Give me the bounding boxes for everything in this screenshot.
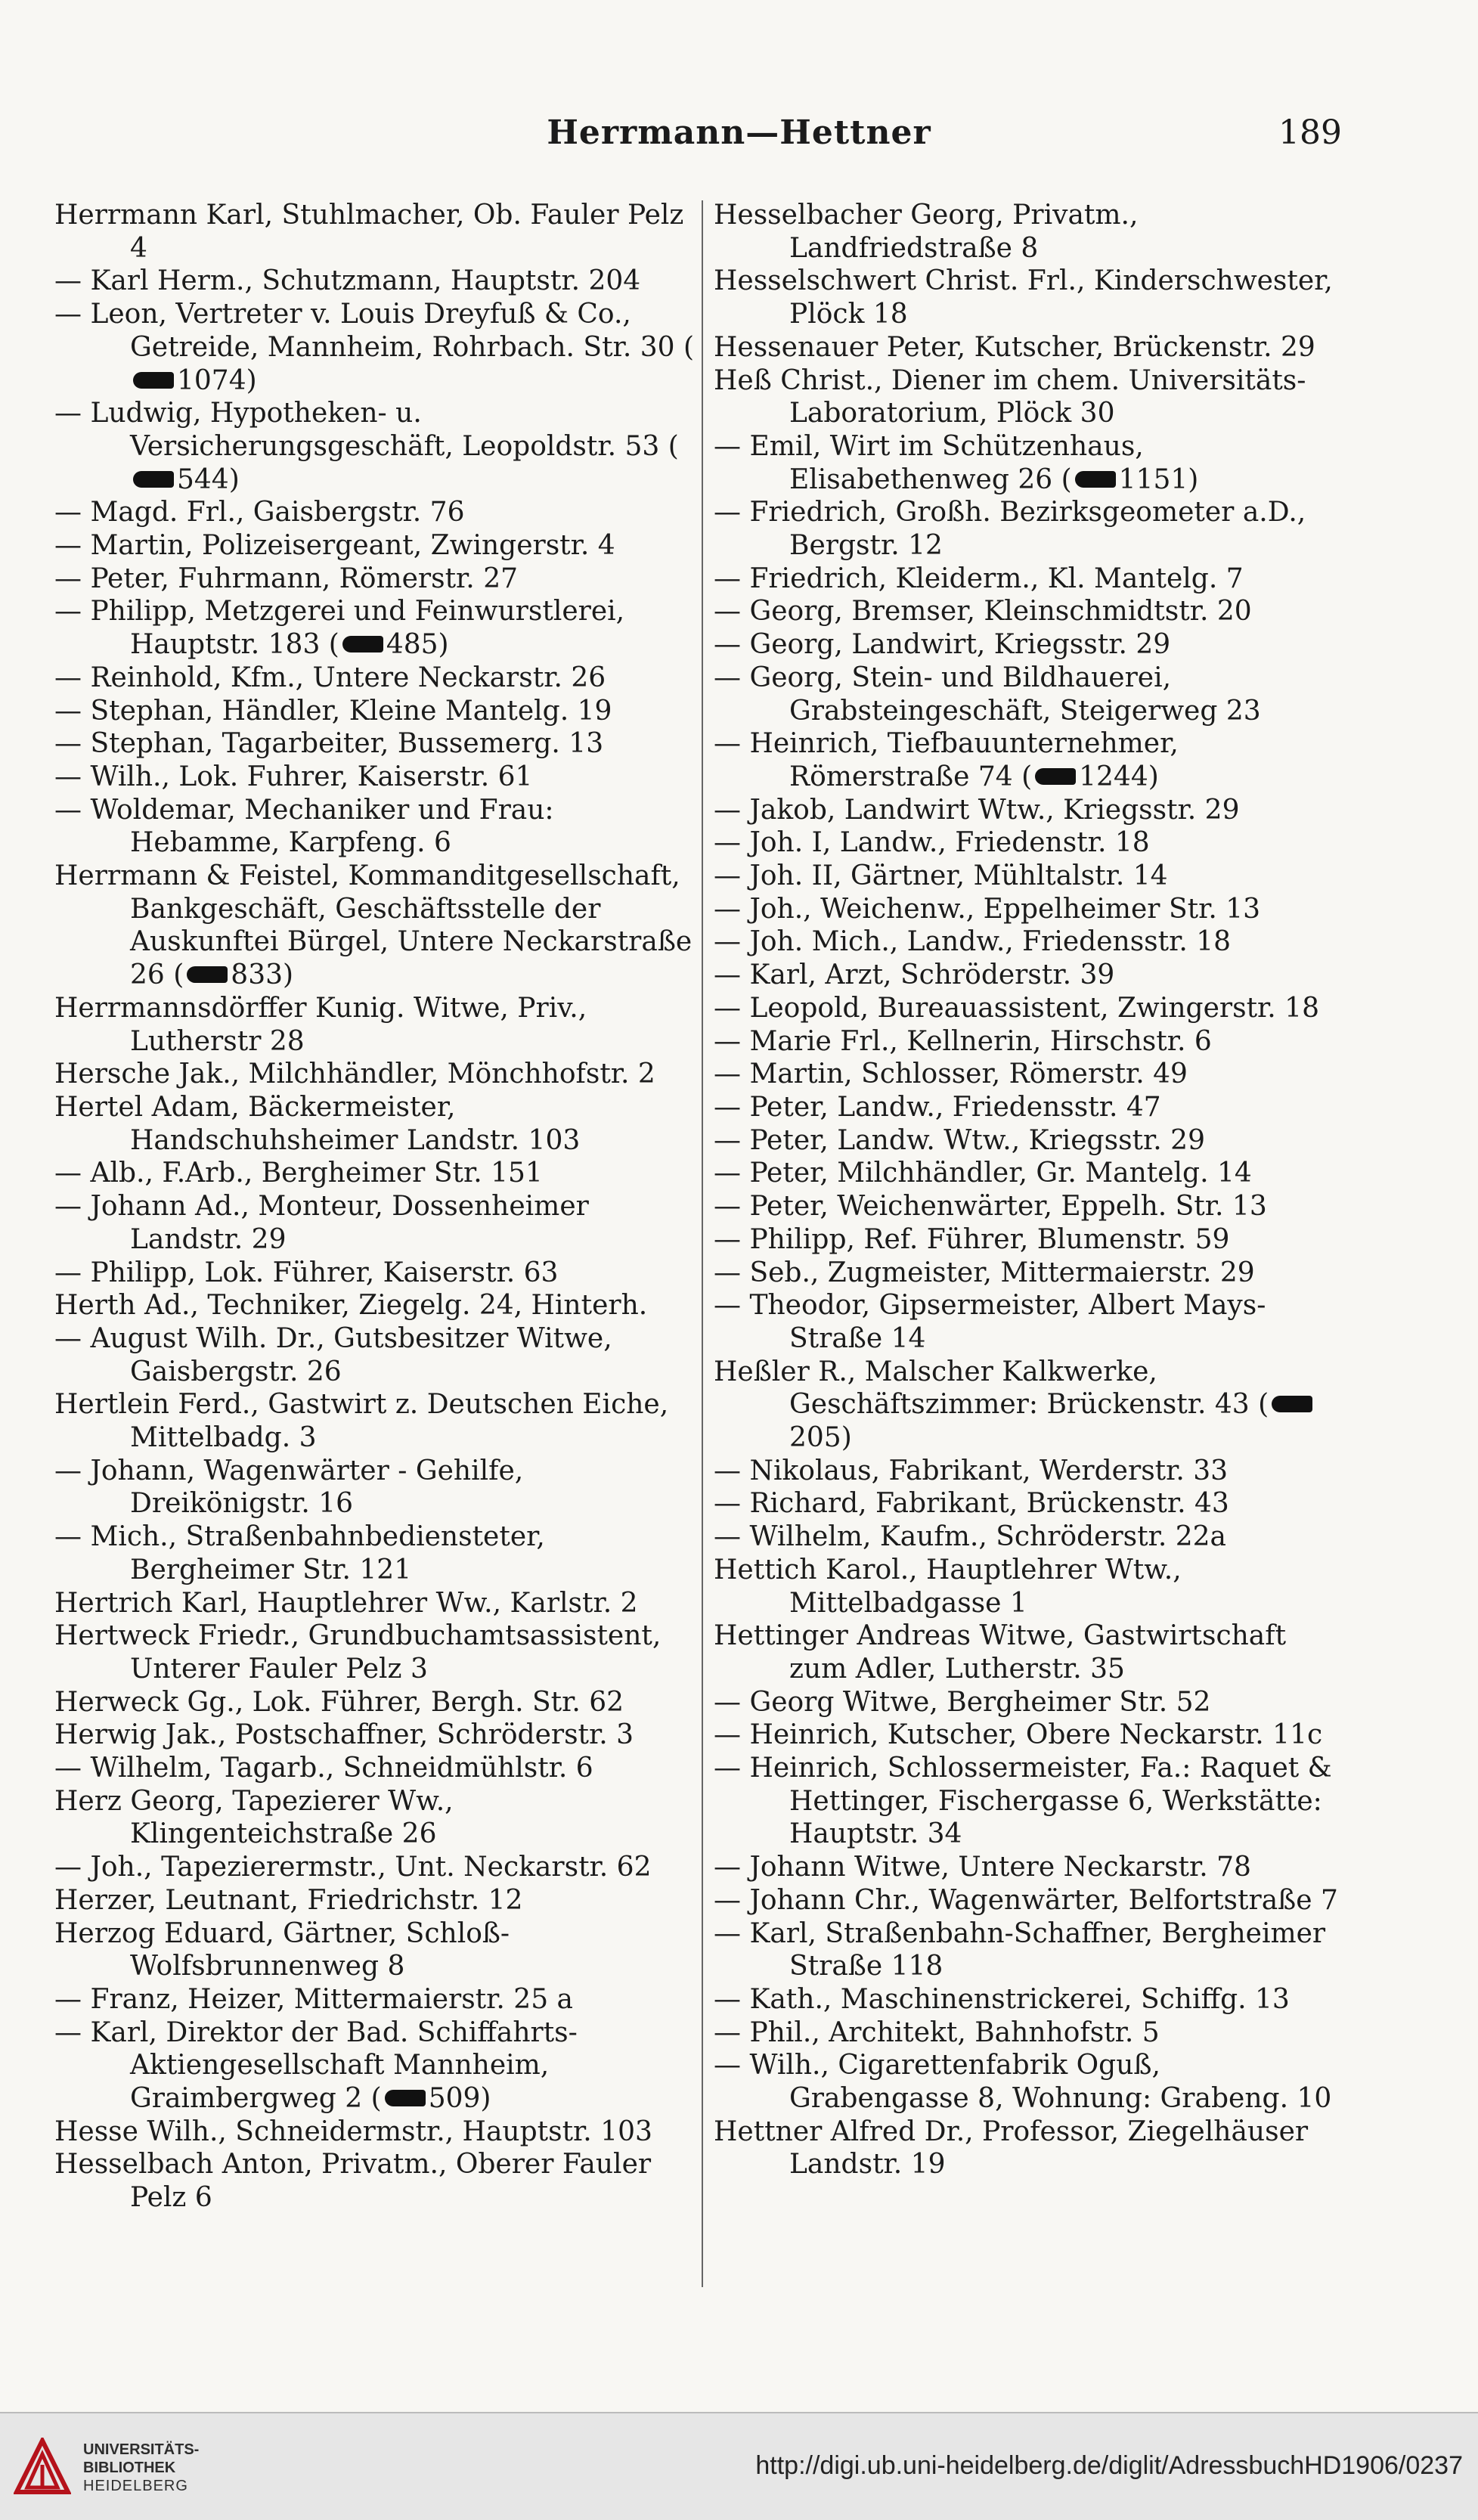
directory-entry xyxy=(714,199,1349,265)
directory-entry xyxy=(54,1917,705,1983)
directory-entry xyxy=(54,1752,705,1785)
entry-text: — Joh. I, Landw., Friedenstr. 18 xyxy=(714,827,1150,859)
entry-text: — Richard, Fabrikant, Brückenstr. 43 xyxy=(714,1488,1229,1520)
entry-text: — Georg, Stein- und Bildhauerei, Grabsteingeschäft, Steigerweg 23 xyxy=(714,662,1261,727)
directory-entry xyxy=(714,1257,1349,1290)
entry-text: — Karl, Arzt, Schröderstr. 39 xyxy=(714,959,1115,991)
entry-text: — Wilh., Cigarettenfabrik Oguß, Grabengasse 8, Wohnung: Grabeng. 10 xyxy=(714,2050,1332,2115)
entry-text: Hertrich Karl, Hauptlehrer Ww., Karlstr. 2 xyxy=(54,1587,638,1619)
source-url[interactable]: http://digi.ub.uni-heidelberg.de/diglit/AdressbuchHD1906/0237 xyxy=(755,2451,1463,2480)
entry-text: — Johann, Wagenwärter - Gehilfe, Dreikönigstr. 16 xyxy=(54,1455,524,1520)
directory-entry xyxy=(54,1719,705,1752)
entry-text: — Marie Frl., Kellnerin, Hirschstr. 6 xyxy=(714,1025,1212,1057)
telephone-number: 205) xyxy=(789,1422,852,1454)
directory-entry xyxy=(714,496,1349,562)
entry-text: Hettner Alfred Dr., Professor, Ziegelhäuser Landstr. 19 xyxy=(714,2115,1309,2181)
entry-text: — Joh., Tapezierermstr., Unt. Neckarstr. 62 xyxy=(54,1852,652,1883)
directory-entry xyxy=(714,1124,1349,1158)
directory-entry xyxy=(714,1487,1349,1520)
directory-entry xyxy=(714,1025,1349,1059)
entry-text: — August Wilh. Dr., Gutsbesitzer Witwe, Gaisbergstr. 26 xyxy=(54,1322,612,1387)
telephone-number: 544) xyxy=(177,463,240,495)
directory-entry xyxy=(54,2148,705,2214)
entry-text: — Georg, Landwirt, Kriegsstr. 29 xyxy=(714,629,1171,661)
directory-entry xyxy=(54,727,705,761)
entry-text: — Joh. II, Gärtner, Mühltalstr. 14 xyxy=(714,860,1168,892)
directory-entry xyxy=(714,563,1349,596)
telephone-icon xyxy=(1075,471,1116,488)
directory-entry xyxy=(714,959,1349,992)
entry-text: — Leon, Vertreter v. Louis Dreyfuß & Co., Getreide, Mannheim, Rohrbach. Str. 30 ( xyxy=(54,299,694,363)
telephone-icon xyxy=(1035,768,1076,785)
directory-entry xyxy=(54,794,705,860)
directory-entry xyxy=(714,1752,1349,1851)
entry-text: Hessenauer Peter, Kutscher, Brückenstr. 29 xyxy=(714,331,1315,363)
directory-entry xyxy=(714,331,1349,364)
entry-text: — Karl, Direktor der Bad. Schiffahrts-Aktiengesellschaft Mannheim, Graimbergweg 2 ( xyxy=(54,2016,578,2115)
page-number: 189 xyxy=(1278,113,1342,152)
directory-entry xyxy=(54,1620,705,1685)
directory-entry xyxy=(54,1785,705,1851)
entry-text: — Seb., Zugmeister, Mittermaierstr. 29 xyxy=(714,1257,1255,1288)
directory-entry xyxy=(714,628,1349,662)
entry-text: Herrmannsdörffer Kunig. Witwe, Priv., Lutherstr 28 xyxy=(54,992,587,1057)
entry-text: — Franz, Heizer, Mittermaierstr. 25 a xyxy=(54,1983,574,2015)
entry-text: Herzer, Leutnant, Friedrichstr. 12 xyxy=(54,1884,523,1916)
directory-entry xyxy=(54,1058,705,1091)
directory-entry xyxy=(714,2016,1349,2050)
entry-text: — Friedrich, Kleiderm., Kl. Mantelg. 7 xyxy=(714,563,1244,594)
entry-text: — Joh. Mich., Landw., Friedensstr. 18 xyxy=(714,926,1232,958)
entry-text: — Peter, Landw., Friedensstr. 47 xyxy=(714,1091,1161,1123)
directory-entry xyxy=(54,199,705,265)
entry-text: Heßler R., Malscher Kalkwerke, Geschäftszimmer: Brückenstr. 43 ( xyxy=(714,1356,1269,1421)
directory-entry xyxy=(54,397,705,496)
entry-text: Hesselschwert Christ. Frl., Kinderschwester, Plöck 18 xyxy=(714,265,1333,330)
library-line-1: UNIVERSITÄTS- xyxy=(83,2441,200,2458)
entry-text: — Leopold, Bureauassistent, Zwingerstr. 18 xyxy=(714,992,1319,1024)
entry-text: — Philipp, Lok. Führer, Kaiserstr. 63 xyxy=(54,1257,559,1288)
entry-text: Hettinger Andreas Witwe, Gastwirtschaft zum Adler, Lutherstr. 35 xyxy=(714,1620,1287,1685)
directory-entry xyxy=(714,1190,1349,1223)
directory-entry xyxy=(54,529,705,563)
directory-entry xyxy=(54,595,705,661)
running-title: Herrmann—Hettner xyxy=(547,113,931,152)
entry-text: — Karl Herm., Schutzmann, Hauptstr. 204 xyxy=(54,265,641,297)
telephone-number: 1151) xyxy=(1118,463,1199,495)
footer-bar xyxy=(0,2412,1478,2520)
entry-text: — Jakob, Landwirt Wtw., Kriegsstr. 29 xyxy=(714,794,1240,826)
directory-entry xyxy=(714,1520,1349,1554)
entry-text: — Peter, Landw. Wtw., Kriegsstr. 29 xyxy=(714,1124,1205,1156)
directory-entry xyxy=(714,992,1349,1025)
entry-text: — Philipp, Ref. Führer, Blumenstr. 59 xyxy=(714,1223,1230,1255)
library-name xyxy=(83,2441,199,2495)
directory-entry xyxy=(714,1356,1349,1455)
directory-entry xyxy=(714,727,1349,793)
entry-text: — Stephan, Tagarbeiter, Bussemerg. 13 xyxy=(54,728,604,760)
directory-entry xyxy=(54,1257,705,1290)
left-column xyxy=(54,199,705,2215)
directory-entry xyxy=(54,1157,705,1190)
directory-entry xyxy=(54,1587,705,1620)
entry-text: Hesselbacher Georg, Privatm., Landfriedstraße 8 xyxy=(714,200,1139,264)
right-column xyxy=(714,199,1349,2181)
directory-entry xyxy=(54,761,705,794)
directory-entry xyxy=(54,1455,705,1520)
directory-entry xyxy=(714,364,1349,430)
directory-entry xyxy=(714,265,1349,330)
entry-text: — Ludwig, Hypotheken- u. Versicherungsgeschäft, Leopoldstr. 53 ( xyxy=(54,398,679,462)
entry-text: — Nikolaus, Fabrikant, Werderstr. 33 xyxy=(714,1455,1229,1486)
entry-text: — Mich., Straßenbahnbediensteter, Bergheimer Str. 121 xyxy=(54,1521,545,1585)
library-line-2: BIBLIOTHEK xyxy=(83,2460,176,2476)
entry-text: Herth Ad., Techniker, Ziegelg. 24, Hinterh. xyxy=(54,1290,648,1322)
entry-text: — Karl, Straßenbahn-Schaffner, Bergheimer Straße 118 xyxy=(714,1917,1326,1982)
directory-entry xyxy=(714,1455,1349,1488)
entry-text: — Johann Witwe, Untere Neckarstr. 78 xyxy=(714,1852,1251,1883)
entry-text: — Peter, Weichenwärter, Eppelh. Str. 13 xyxy=(714,1191,1267,1223)
entry-text: — Wilhelm, Tagarb., Schneidmühlstr. 6 xyxy=(54,1753,593,1784)
directory-entry xyxy=(54,1686,705,1719)
entry-text: — Theodor, Gipsermeister, Albert Mays-Straße 14 xyxy=(714,1290,1266,1354)
entry-text: — Wilh., Lok. Fuhrer, Kaiserstr. 61 xyxy=(54,761,533,792)
entry-text: — Johann Ad., Monteur, Dossenheimer Landstr. 29 xyxy=(54,1191,589,1255)
directory-entry xyxy=(714,1554,1349,1620)
directory-entry xyxy=(714,1223,1349,1257)
entry-text: — Wilhelm, Kaufm., Schröderstr. 22a xyxy=(714,1521,1227,1553)
entry-text: Hesse Wilh., Schneidermstr., Hauptstr. 103 xyxy=(54,2115,652,2147)
directory-entry xyxy=(714,1058,1349,1091)
directory-entry xyxy=(714,1917,1349,1983)
library-line-3: HEIDELBERG xyxy=(83,2478,188,2494)
directory-entry xyxy=(714,1884,1349,1917)
telephone-number: 1244) xyxy=(1079,761,1159,792)
telephone-number: 833) xyxy=(231,959,294,991)
telephone-icon xyxy=(187,966,228,983)
directory-entry xyxy=(714,662,1349,727)
directory-entry xyxy=(714,1851,1349,1884)
entry-text: — Martin, Polizeisergeant, Zwingerstr. 4 xyxy=(54,530,615,562)
directory-entry xyxy=(54,1190,705,1256)
telephone-icon xyxy=(342,636,383,652)
directory-entry xyxy=(714,1157,1349,1190)
directory-entry xyxy=(54,1388,705,1454)
entry-text: Herwig Jak., Postschaffner, Schröderstr. 3 xyxy=(54,1719,634,1751)
directory-entry xyxy=(714,1289,1349,1355)
entry-text: — Phil., Architekt, Bahnhofstr. 5 xyxy=(714,2016,1160,2048)
column-divider xyxy=(702,200,703,2287)
telephone-icon xyxy=(133,372,174,389)
entry-text: — Heinrich, Kutscher, Obere Neckarstr. 11c xyxy=(714,1719,1323,1751)
entry-text: — Peter, Fuhrmann, Römerstr. 27 xyxy=(54,563,519,594)
directory-entry xyxy=(714,794,1349,827)
directory-entry xyxy=(54,1983,705,2016)
entry-text: — Woldemar, Mechaniker und Frau: Hebamme, Karpfeng. 6 xyxy=(54,794,554,859)
directory-entry xyxy=(54,2016,705,2115)
directory-entry xyxy=(714,2049,1349,2115)
directory-entry xyxy=(54,2115,705,2149)
entry-text: — Alb., F.Arb., Bergheimer Str. 151 xyxy=(54,1158,543,1189)
directory-entry xyxy=(54,496,705,529)
entry-text: Herzog Eduard, Gärtner, Schloß-Wolfsbrunnenweg 8 xyxy=(54,1917,510,1982)
entry-text: — Heinrich, Tiefbauunternehmer, Römerstraße 74 ( xyxy=(714,728,1179,792)
telephone-icon xyxy=(385,2090,426,2106)
directory-entry xyxy=(54,563,705,596)
directory-entry xyxy=(714,1983,1349,2016)
directory-entry xyxy=(714,1686,1349,1719)
entry-text: Hertlein Ferd., Gastwirt z. Deutschen Eiche, Mittelbadg. 3 xyxy=(54,1389,669,1454)
entry-text: Herrmann Karl, Stuhlmacher, Ob. Fauler Pelz 4 xyxy=(54,200,684,264)
entry-text: Herweck Gg., Lok. Führer, Bergh. Str. 62 xyxy=(54,1686,624,1718)
directory-entry xyxy=(54,1322,705,1388)
directory-entry xyxy=(714,860,1349,893)
directory-entry xyxy=(714,925,1349,959)
telephone-number: 485) xyxy=(386,629,449,661)
directory-entry xyxy=(54,1520,705,1586)
directory-entry xyxy=(714,893,1349,926)
entry-text: — Magd. Frl., Gaisbergstr. 76 xyxy=(54,497,465,528)
entry-text: — Martin, Schlosser, Römerstr. 49 xyxy=(714,1059,1188,1090)
directory-entry xyxy=(54,695,705,728)
entry-text: — Johann Chr., Wagenwärter, Belfortstraße 7 xyxy=(714,1884,1338,1916)
directory-entry xyxy=(54,1289,705,1322)
entry-text: Hettich Karol., Hauptlehrer Wtw., Mittelbadgasse 1 xyxy=(714,1554,1182,1619)
entry-text: — Philipp, Metzgerei und Feinwurstlerei, Hauptstr. 183 ( xyxy=(54,596,625,661)
entry-text: — Reinhold, Kfm., Untere Neckarstr. 26 xyxy=(54,662,606,693)
entry-text: Herz Georg, Tapezierer Ww., Klingenteichstraße 26 xyxy=(54,1785,454,1850)
entry-text: — Kath., Maschinenstrickerei, Schiffg. 13 xyxy=(714,1983,1290,2015)
telephone-icon xyxy=(133,471,174,488)
entry-text: — Georg, Bremser, Kleinschmidtstr. 20 xyxy=(714,596,1252,628)
university-library-logo xyxy=(14,2438,71,2495)
entry-text: — Heinrich, Schlossermeister, Fa.: Raquet & Hettinger, Fischergasse 6, Werkstätte: Hauptstr. 34 xyxy=(714,1753,1332,1850)
entry-text: — Peter, Milchhändler, Gr. Mantelg. 14 xyxy=(714,1158,1252,1189)
directory-entry xyxy=(714,430,1349,496)
entry-text: Herrmann & Feistel, Kommanditgesellschaft, Bankgeschäft, Geschäftsstelle der Auskunftei Bürgel, Untere Neckarstraße 26 ( xyxy=(54,860,693,991)
directory-entry xyxy=(714,1620,1349,1685)
directory-entry xyxy=(714,1091,1349,1124)
directory-entry xyxy=(54,298,705,397)
entry-text: — Joh., Weichenw., Eppelheimer Str. 13 xyxy=(714,893,1261,925)
entry-text: Hesselbach Anton, Privatm., Oberer Fauler Pelz 6 xyxy=(54,2149,652,2214)
directory-entry xyxy=(54,860,705,992)
entry-text: — Friedrich, Großh. Bezirksgeometer a.D., Bergstr. 12 xyxy=(714,497,1306,562)
entry-text: Hertweck Friedr., Grundbuchamtsassistent, Unterer Fauler Pelz 3 xyxy=(54,1620,662,1685)
directory-entry xyxy=(54,1091,705,1157)
directory-entry xyxy=(714,1719,1349,1752)
entry-text: — Emil, Wirt im Schützenhaus, Elisabethenweg 26 ( xyxy=(714,430,1144,495)
entry-text: Hersche Jak., Milchhändler, Mönchhofstr. 2 xyxy=(54,1059,655,1090)
directory-entry xyxy=(714,595,1349,628)
directory-entry xyxy=(54,265,705,298)
entry-text: — Georg Witwe, Bergheimer Str. 52 xyxy=(714,1686,1211,1718)
entry-text: Hertel Adam, Bäckermeister, Handschuhsheimer Landstr. 103 xyxy=(54,1091,581,1156)
directory-entry xyxy=(54,1884,705,1917)
entry-text: Heß Christ., Diener im chem. Universitäts-Laboratorium, Plöck 30 xyxy=(714,364,1306,429)
directory-entry xyxy=(714,826,1349,860)
page-header xyxy=(0,113,1478,166)
telephone-number: 1074) xyxy=(177,364,257,396)
directory-entry xyxy=(54,1851,705,1884)
telephone-icon xyxy=(1272,1396,1312,1412)
telephone-number: 509) xyxy=(428,2083,491,2115)
entry-text: — Stephan, Händler, Kleine Mantelg. 19 xyxy=(54,695,612,727)
directory-entry xyxy=(714,2115,1349,2181)
directory-entry xyxy=(54,992,705,1058)
directory-entry xyxy=(54,662,705,695)
